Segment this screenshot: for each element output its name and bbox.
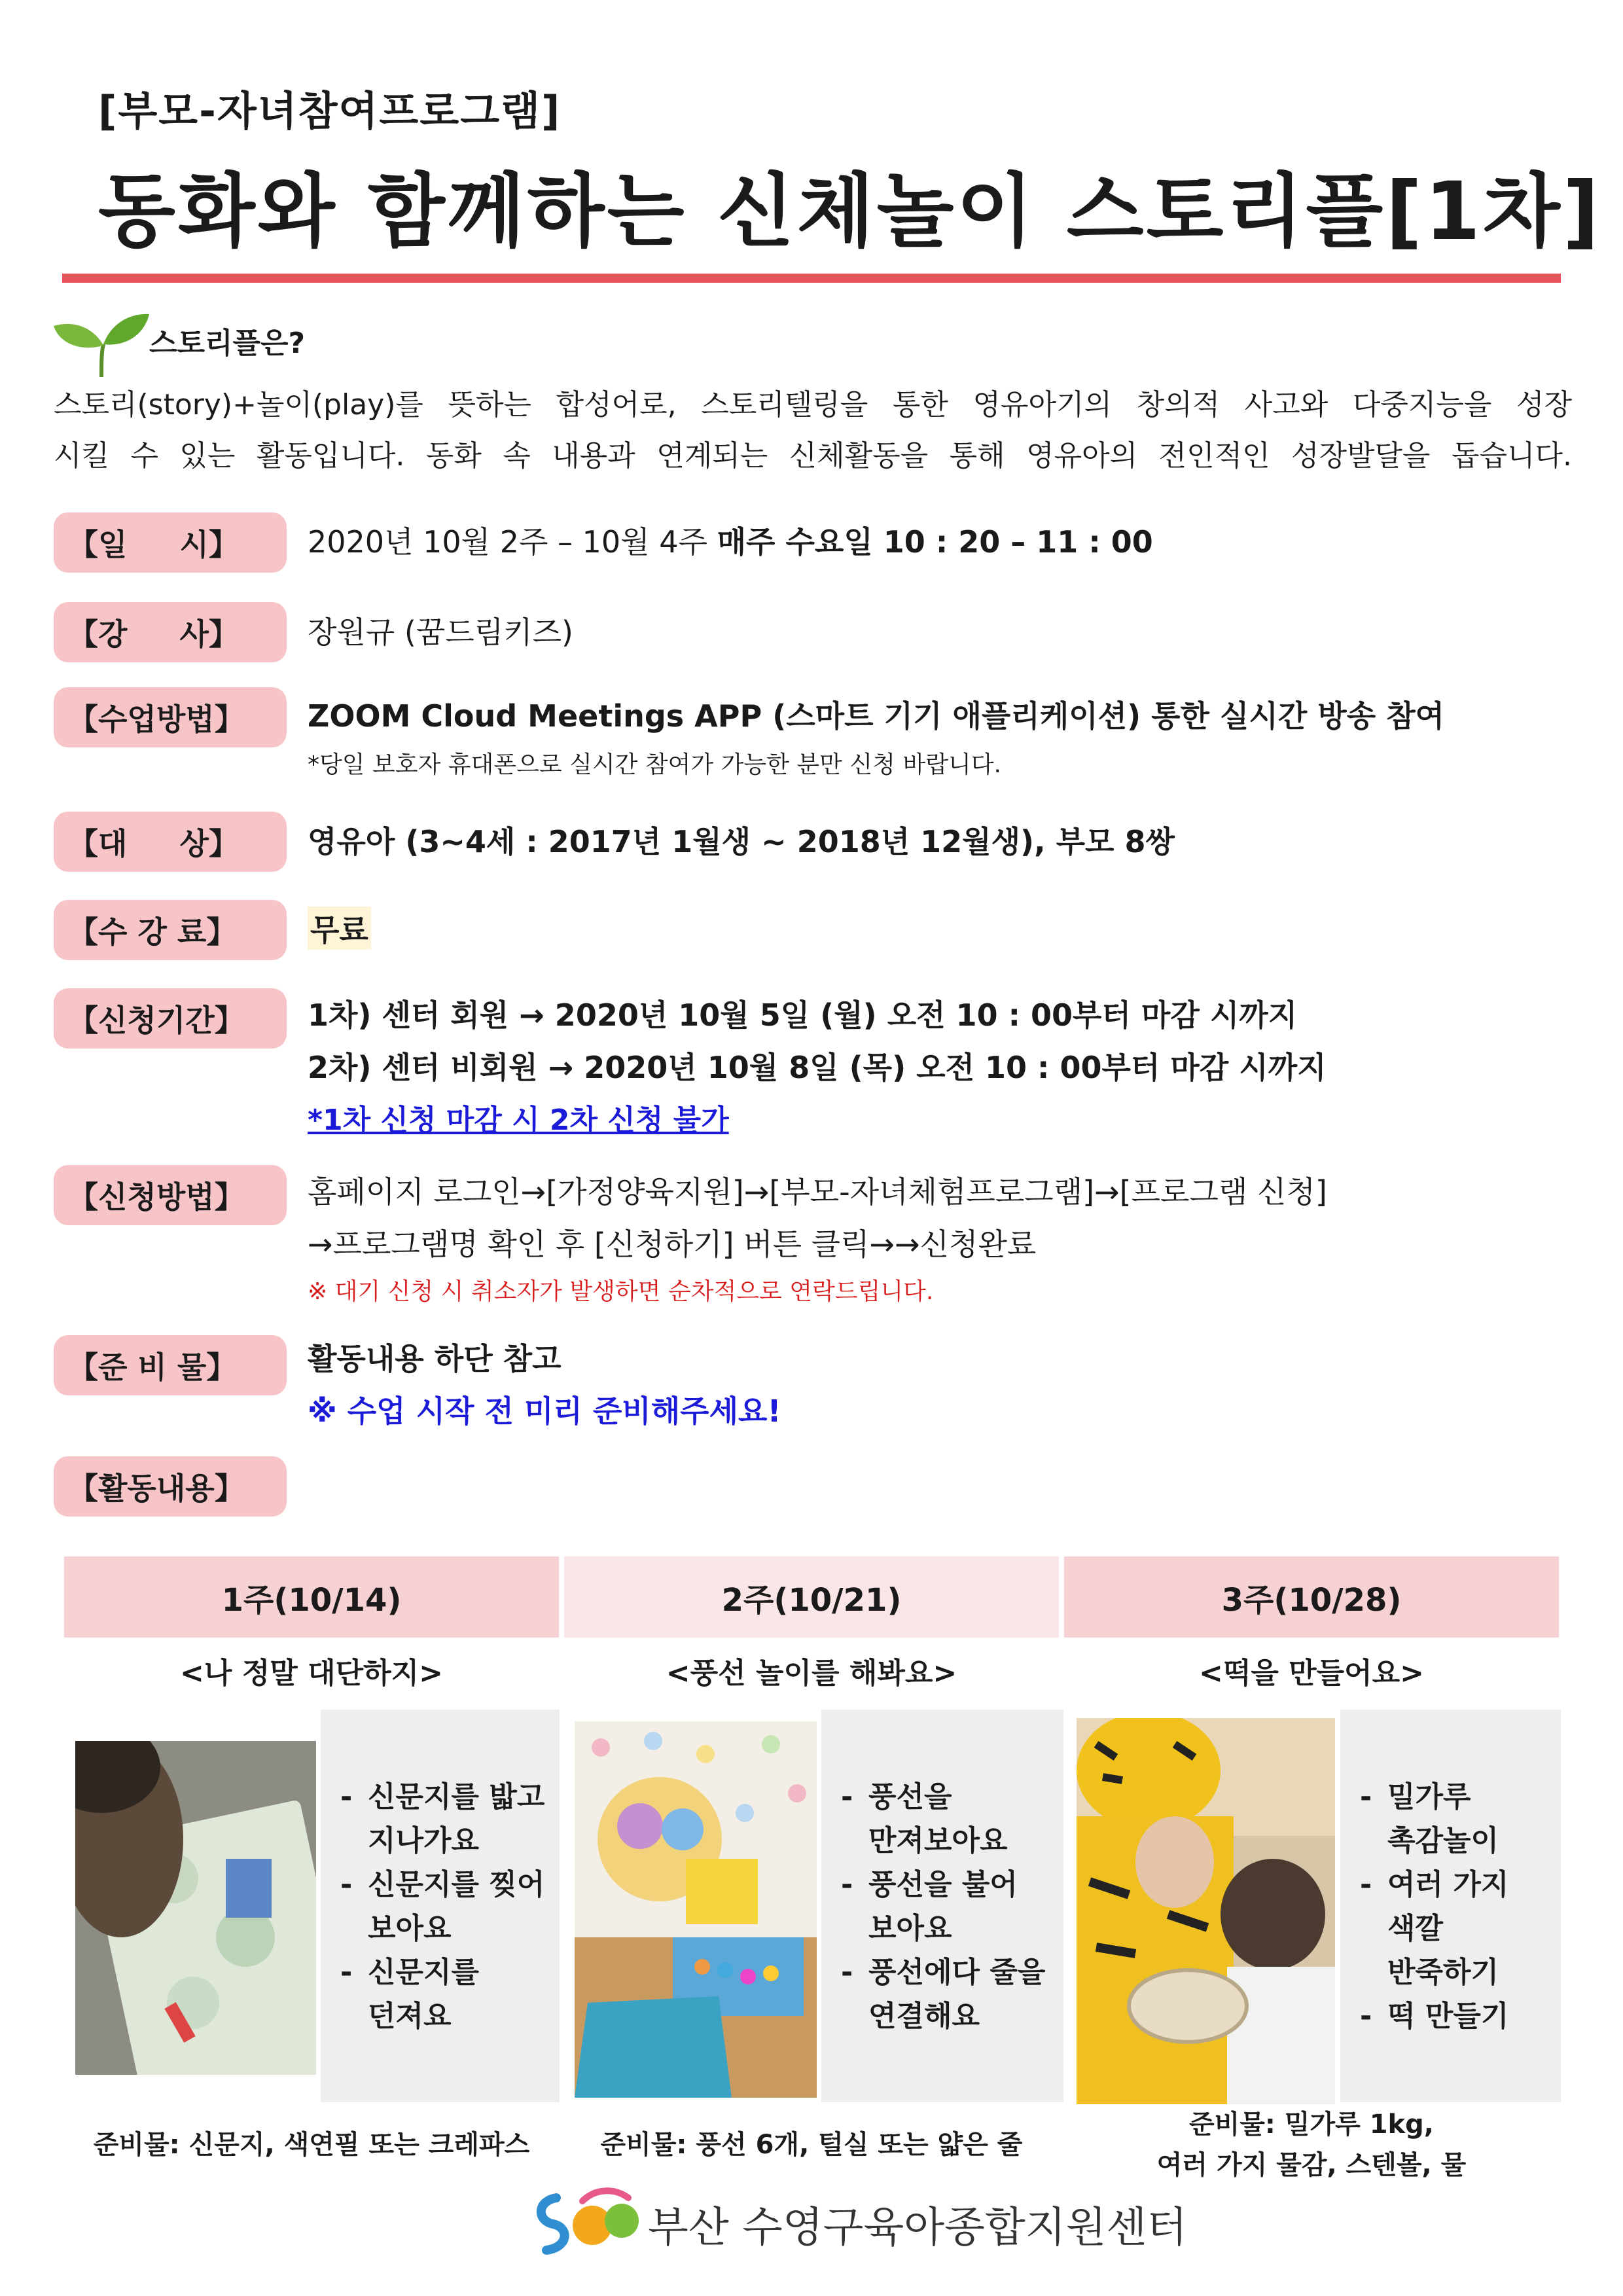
- program-category: [부모-자녀참여프로그램]: [98, 87, 562, 135]
- week3-photo: [1077, 1718, 1335, 2104]
- apply-steps-line2: →프로그램명 확인 후 [신청하기] 버튼 클릭→→신청완료: [308, 1227, 1037, 1262]
- instructor-label: 【강 사】: [54, 602, 287, 662]
- week1-materials: 준비물: 신문지, 색연필 또는 크레파스: [93, 2130, 530, 2160]
- week1-item: - 신문지를 찢어 보아요: [340, 1863, 560, 1950]
- period-round1: 1차) 센터 회원 → 2020년 10월 5일 (월) 오전 10 : 00부터 마감 시까지: [308, 997, 1298, 1033]
- week2-title: <풍선 놀이를 해봐요>: [666, 1657, 957, 1690]
- week1-item: - 신문지를 던져요: [340, 1950, 560, 2038]
- method-value: ZOOM Cloud Meetings APP (스마트 기기 애플리케이션) 통한 실시간 방송 참여: [308, 698, 1445, 734]
- period-note-link[interactable]: *1차 신청 마감 시 2차 신청 불가: [308, 1103, 729, 1137]
- materials-value: 활동내용 하단 참고: [308, 1341, 562, 1376]
- fee-value: 무료: [308, 906, 371, 950]
- week2-materials: 준비물: 풍선 6개, 털실 또는 얇은 줄: [600, 2130, 1023, 2160]
- apply-method-label: 【신청방법】: [54, 1165, 287, 1225]
- materials-note: ※ 수업 시작 전 미리 준비해주세요!: [308, 1393, 781, 1429]
- week2-activity-list: [821, 1710, 1063, 2102]
- week1-activity-list: [321, 1710, 560, 2102]
- title-divider: [62, 274, 1561, 283]
- schedule-label: 【일 시】: [54, 512, 287, 573]
- center-name: 부산 수영구육아종합지원센터: [648, 2204, 1188, 2252]
- schedule-time: 매주 수요일 10 : 20 – 11 : 00: [717, 524, 1153, 560]
- week2-item: - 풍선을 만져보아요: [841, 1775, 1063, 1863]
- week3-title: <떡을 만들어요>: [1198, 1657, 1425, 1690]
- week2-item: - 풍선에다 줄을 연결해요: [841, 1950, 1063, 2038]
- week1-header: 1주(10/14): [64, 1556, 559, 1638]
- target-value: 영유아 (3~4세 : 2017년 1월생 ~ 2018년 12월생), 부모 8쌍: [308, 824, 1175, 859]
- schedule-value: [308, 518, 1153, 562]
- period-label: 【신청기간】: [54, 988, 287, 1049]
- week1-item: - 신문지를 밟고 지나가요: [340, 1775, 560, 1863]
- apply-steps-line1: 홈페이지 로그인→[가정양육지원]→[부모-자녀체험프로그램]→[프로그램 신청]: [308, 1174, 1327, 1210]
- week3-item: - 여러 가지 색깔 반죽하기: [1360, 1863, 1561, 1994]
- sprout-icon: [52, 306, 151, 378]
- target-label: 【대 상】: [54, 812, 287, 872]
- week1-photo: [75, 1741, 316, 2075]
- week3-materials-line2: 여러 가지 물감, 스텐볼, 물: [1156, 2150, 1467, 2180]
- week3-materials-line1: 준비물: 밀가루 1kg,: [1189, 2109, 1434, 2140]
- week3-activity-list: [1340, 1710, 1561, 2102]
- fee-label: 【수 강 료】: [54, 900, 287, 960]
- intro-text-line1: 스토리(story)+놀이(play)를 뜻하는 합성어로, 스토리텔링을 통한 영유아기의 창의적 사고와 다중지능을 성장: [54, 388, 1572, 422]
- week3-header: 3주(10/28): [1064, 1556, 1559, 1638]
- materials-label: 【준 비 물】: [54, 1335, 287, 1395]
- activities-label: 【활동내용】: [54, 1456, 287, 1516]
- week2-header: 2주(10/21): [564, 1556, 1059, 1638]
- apply-waitlist-note: ※ 대기 신청 시 취소자가 발생하면 순차적으로 연락드립니다.: [308, 1278, 934, 1305]
- method-label: 【수업방법】: [54, 687, 287, 747]
- instructor-value: 장원규 (꿈드림키즈): [308, 615, 574, 650]
- week2-item: - 풍선을 불어 보아요: [841, 1863, 1063, 1950]
- method-note: *당일 보호자 휴대폰으로 실시간 참여가 가능한 분만 신청 바랍니다.: [308, 751, 1001, 778]
- center-logo: [530, 2185, 641, 2257]
- page-title: 동화와 함께하는 신체놀이 스토리플[1차]: [98, 165, 1602, 258]
- week3-item: - 떡 만들기: [1360, 1994, 1561, 2038]
- intro-text-line2: 시킬 수 있는 활동입니다. 동화 속 내용과 연계되는 신체활동을 통해 영유아의 전인적인 성장발달을 돕습니다.: [54, 439, 1572, 473]
- period-round2: 2차) 센터 비회원 → 2020년 10월 8일 (목) 오전 10 : 00부터 마감 시까지: [308, 1050, 1327, 1085]
- schedule-dates: 2020년 10월 2주 – 10월 4주: [308, 524, 717, 560]
- week1-title: <나 정말 대단하지>: [180, 1657, 443, 1690]
- week2-photo: [575, 1721, 817, 2098]
- intro-heading: 스토리플은?: [149, 327, 306, 360]
- week3-item: - 밀가루 촉감놀이: [1360, 1775, 1561, 1863]
